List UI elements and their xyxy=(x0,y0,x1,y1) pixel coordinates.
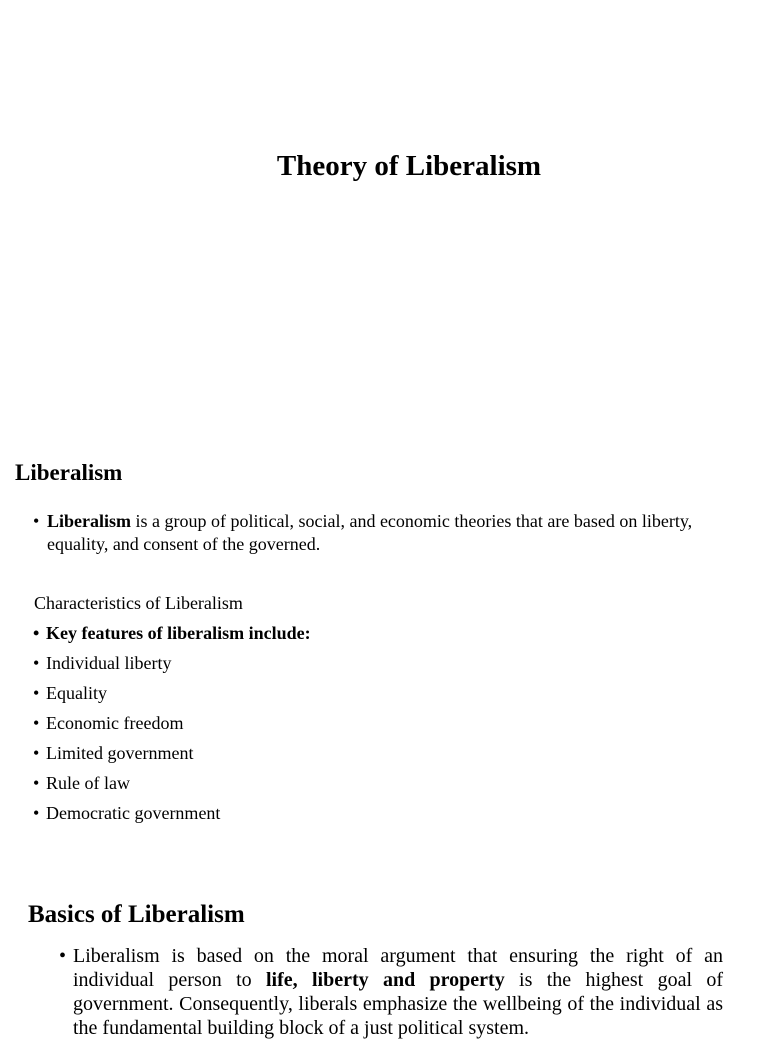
feature-text: Equality xyxy=(46,683,107,703)
features-intro-text: Key features of liberalism include: xyxy=(46,623,311,643)
bullet-icon: • xyxy=(33,653,40,673)
basics-text-part1: Liberalism is based on the moral argument that ensuring the right of an individual person to xyxy=(73,945,723,991)
list-item xyxy=(33,742,311,772)
basics-bullet xyxy=(59,944,723,1040)
liberalism-term: Liberalism xyxy=(47,511,131,531)
liberalism-definition-bullet xyxy=(33,510,737,556)
basics-text-part2: is the highest goal of government. Consequently, liberals emphasize the wellbeing of the individual as the fundamental building block of a just political system. xyxy=(73,969,723,1039)
basics-bold-phrase: life, liberty and property xyxy=(265,969,505,991)
feature-text: Democratic government xyxy=(46,803,221,823)
feature-text: Rule of law xyxy=(46,773,130,793)
list-item xyxy=(33,772,311,802)
list-item xyxy=(33,652,311,682)
list-item xyxy=(33,712,311,742)
bullet-icon: • xyxy=(33,683,40,703)
feature-text: Economic freedom xyxy=(46,713,184,733)
characteristics-label: Characteristics of Liberalism xyxy=(34,593,243,613)
bullet-icon: • xyxy=(59,945,67,967)
page-title: Theory of Liberalism xyxy=(276,150,542,182)
feature-text: Individual liberty xyxy=(46,653,172,673)
features-list xyxy=(33,622,311,832)
list-item xyxy=(33,802,311,832)
liberalism-definition-text: is a group of political, social, and economic theories that are based on liberty, equality, and consent of the governed. xyxy=(47,511,693,554)
list-item xyxy=(33,682,311,712)
bullet-icon: • xyxy=(33,713,40,733)
section-heading-basics: Basics of Liberalism xyxy=(28,901,245,928)
bullet-icon: • xyxy=(33,743,40,763)
section-heading-liberalism: Liberalism xyxy=(15,460,123,485)
bullet-icon: • xyxy=(33,773,40,793)
feature-text: Limited government xyxy=(46,743,194,763)
features-intro-item xyxy=(33,622,311,652)
bullet-icon: • xyxy=(33,623,40,643)
bullet-icon: • xyxy=(33,803,40,823)
bullet-icon: • xyxy=(33,511,40,531)
